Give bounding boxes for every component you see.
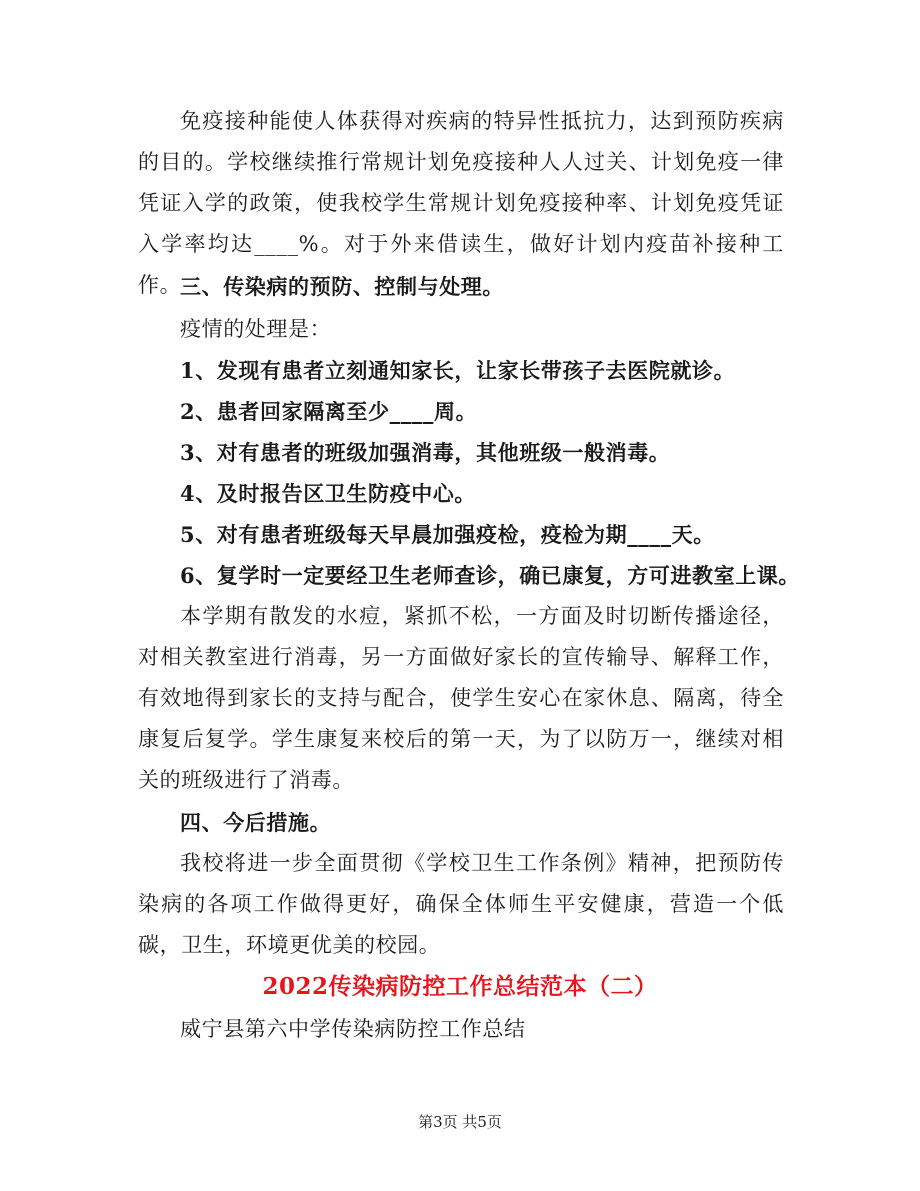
step-item-3: 3、对有患者的班级加强消毒，其他班级一般消毒。 (180, 440, 671, 465)
handling-intro: 疫情的处理是： (180, 317, 332, 341)
paragraph-future: 我校将进一步全面贯彻《学校卫生工作条例》精神，把预防传染病的各项工作做得更好，确保全体师生平安健康，营造一个低碳，卫生，环境更优美的校园。 (138, 851, 784, 957)
paragraph-immunization: 免疫接种能使人体获得对疾病的特异性抵抗力，达到预防疾病的目的。学校继续推行常规计划免疫接种人人过关、计划免疫一律凭证入学的政策，使我校学生常规计划免疫接种率、计划免疫凭证入学率均达____%。对于外来借读生，做好计划内疫苗补接种工作。 (138, 109, 784, 297)
section-heading-future: 四、今后措施。 (180, 810, 332, 835)
step-item-5: 5、对有患者班级每天早晨加强疫检，疫检为期____天。 (180, 522, 715, 547)
step-item-1: 1、发现有患者立刻通知家长，让家长带孩子去医院就诊。 (180, 358, 736, 383)
section-heading-prevention: 三、传染病的预防、控制与处理。 (180, 274, 504, 299)
paragraph-chickenpox: 本学期有散发的水痘，紧抓不松，一方面及时切断传播途径，对相关教室进行消毒，另一方面做好家长的宣传输导、解释工作，有效地得到家长的支持与配合，使学生安心在家休息、隔离，待全康复后复学。学生康复来校后的第一天，为了以防万一，继续对相关的班级进行了消毒。 (138, 604, 784, 792)
school-summary-subtitle: 威宁县第六中学传染病防控工作总结 (180, 1017, 526, 1041)
step-item-2: 2、患者回家隔离至少____周。 (180, 399, 478, 424)
step-item-4: 4、及时报告区卫生防疫中心。 (180, 481, 477, 506)
document-title-part2: 2022传染病防控工作总结范本（二） (262, 973, 658, 1000)
page-footer: 第3页 共5页 (418, 1113, 502, 1131)
step-item-6: 6、复学时一定要经卫生老师查诊，确已康复，方可进教室上课。 (180, 563, 801, 588)
